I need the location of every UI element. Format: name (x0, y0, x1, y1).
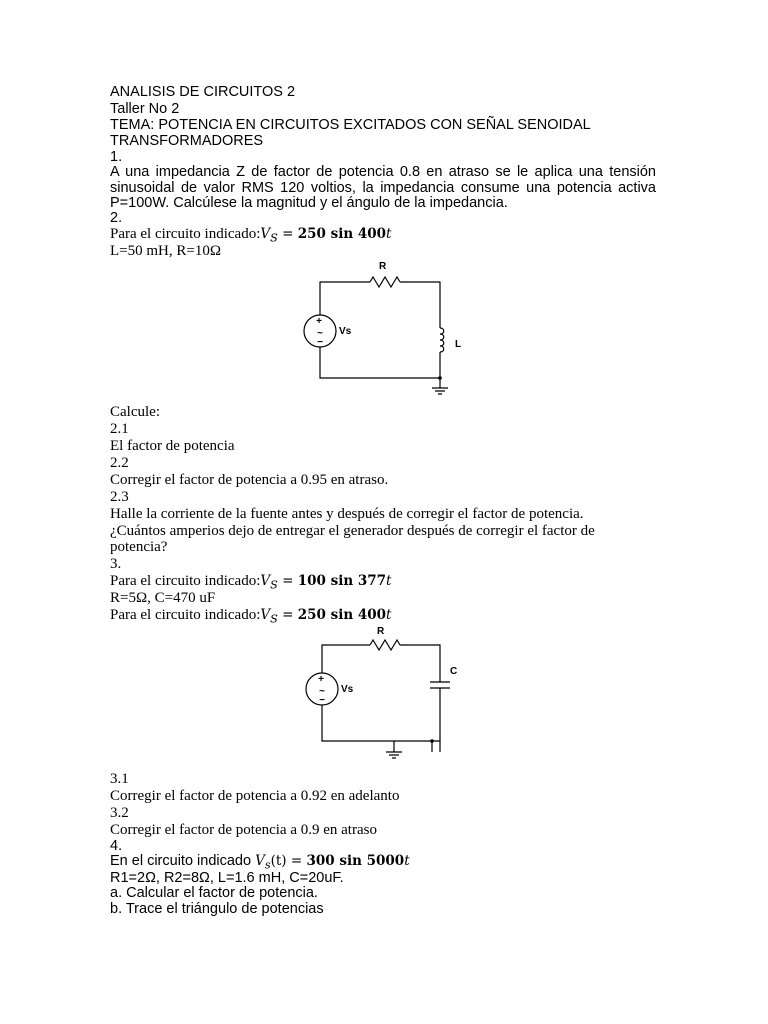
taller-number: Taller No 2 (110, 101, 180, 117)
wire-right-bottom (322, 688, 440, 741)
q-2-3-number: 2.3 (110, 489, 129, 505)
r-label: R (377, 626, 385, 637)
eq-equals: = (277, 607, 298, 623)
q-3-1-number: 3.1 (110, 771, 129, 787)
inductor-l (440, 328, 444, 352)
eq-lhs: V (260, 607, 271, 623)
c-label: C (450, 666, 458, 677)
eq-var: t (386, 226, 392, 242)
eq-var: t (386, 607, 392, 623)
eq-rhs: 300 sin 5000 (306, 853, 405, 869)
wire-top-left (322, 645, 370, 673)
problem-3-params: R=5Ω, C=470 uF (110, 590, 216, 606)
eq-sub: S (270, 578, 278, 592)
problem-1-line-2: sinusoidal de valor RMS 120 voltios, la impedancia consume una potencia activa (110, 180, 656, 196)
eq-arg: (t) (270, 853, 287, 869)
vs-label: Vs (341, 684, 354, 695)
q-2-3-text-2: ¿Cuántos amperios dejo de entregar el generador después de corregir el factor de (110, 523, 595, 539)
problem-4-number: 4. (110, 838, 123, 854)
wire-right-bottom (320, 347, 440, 378)
vs-plus: + (316, 316, 322, 327)
q-3-2-number: 3.2 (110, 805, 129, 821)
problem-2-intro: Para el circuito indicado: (110, 226, 261, 242)
problem-4-item-a: a. Calcular el factor de potencia. (110, 885, 318, 901)
resistor-r (370, 640, 400, 650)
q-2-3-text-1: Halle la corriente de la fuente antes y después de corregir el factor de potencia. (110, 506, 584, 522)
eq-equals: = (277, 573, 298, 589)
problem-4-intro: En el circuito indicado (110, 853, 256, 869)
calcule-label: Calcule: (110, 404, 160, 420)
problem-2-params: L=50 mH, R=10Ω (110, 243, 221, 259)
eq-lhs: V (260, 226, 271, 242)
problem-4-equation (255, 853, 410, 872)
vs-minus: − (319, 695, 325, 706)
rc-circuit-diagram (290, 623, 470, 768)
tema-line-2: TRANSFORMADORES (110, 133, 264, 149)
problem-3-equation-1 (260, 573, 392, 592)
capacitor-c (430, 682, 450, 688)
q-3-1-text: Corregir el factor de potencia a 0.92 en adelanto (110, 788, 400, 804)
vs-tilde: ~ (317, 328, 323, 339)
eq-equals: = (277, 226, 298, 242)
problem-1-number: 1. (110, 149, 123, 165)
rl-circuit-diagram (290, 258, 470, 400)
eq-sub: S (270, 231, 278, 245)
q-2-1-text: El factor de potencia (110, 438, 235, 454)
resistor-r (370, 277, 400, 287)
vs-minus: − (317, 337, 323, 348)
eq-var: t (404, 853, 410, 869)
problem-4-params: R1=2Ω, R2=8Ω, L=1.6 mH, C=20uF. (110, 870, 344, 886)
q-2-2-text: Corregir el factor de potencia a 0.95 en atraso. (110, 472, 389, 488)
vs-plus: + (318, 674, 324, 685)
r-label: R (379, 261, 387, 272)
problem-4-item-b: b. Trace el triángulo de potencias (110, 901, 324, 917)
problem-3-equation-2 (260, 607, 392, 626)
problem-3-intro-1: Para el circuito indicado: (110, 573, 261, 589)
q-2-2-number: 2.2 (110, 455, 129, 471)
eq-sub: s (264, 858, 271, 872)
l-label: L (455, 339, 462, 350)
problem-3-number: 3. (110, 556, 122, 572)
eq-lhs: V (255, 853, 265, 869)
wire-top-right (400, 282, 440, 328)
eq-lhs: V (260, 573, 271, 589)
wire-top-left (320, 282, 370, 315)
ground-symbol (432, 388, 448, 394)
problem-3-intro-2: Para el circuito indicado: (110, 607, 261, 623)
ground-stem (432, 741, 440, 752)
vs-tilde: ~ (319, 686, 325, 697)
problem-2-number: 2. (110, 210, 123, 226)
eq-sub: S (270, 612, 278, 626)
problem-1-line-1: A una impedancia Z de factor de potencia 0.8 en atraso se le aplica una tensión (110, 164, 656, 180)
problem-1-line-3: P=100W. Calcúlese la magnitud y el ángulo de la impedancia. (110, 195, 508, 211)
eq-equals: = (286, 853, 307, 869)
q-2-1-number: 2.1 (110, 421, 129, 437)
ground-symbol (386, 752, 402, 758)
problem-2-equation (260, 226, 392, 245)
wire-top-right (400, 645, 440, 682)
q-2-3-text-3: potencia? (110, 539, 168, 555)
eq-var: t (386, 573, 392, 589)
q-3-2-text: Corregir el factor de potencia a 0.9 en atraso (110, 822, 377, 838)
tema-line-1: TEMA: POTENCIA EN CIRCUITOS EXCITADOS CON SEÑAL SENOIDAL (110, 117, 591, 133)
eq-rhs: 250 sin 400 (297, 226, 387, 242)
document-title: ANALISIS DE CIRCUITOS 2 (110, 84, 296, 100)
vs-label: Vs (339, 326, 352, 337)
eq-rhs: 250 sin 400 (297, 607, 387, 623)
eq-rhs: 100 sin 377 (297, 573, 387, 589)
